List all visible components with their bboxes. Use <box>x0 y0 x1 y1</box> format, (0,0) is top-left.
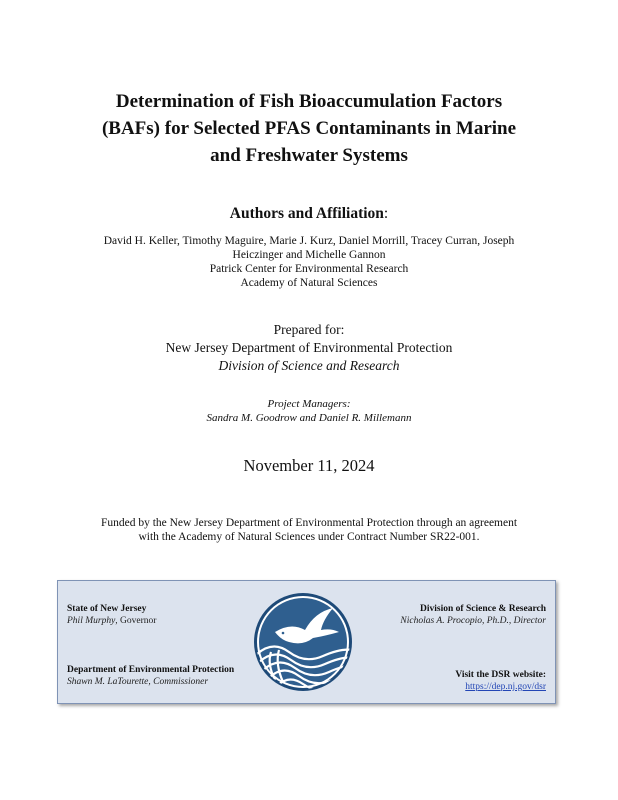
prepared-for-org: New Jersey Department of Environmental Protection <box>165 340 453 355</box>
affiliation-line: Patrick Center for Environmental Research <box>209 263 409 275</box>
title-line: and Freshwater Systems <box>210 145 408 166</box>
authors-list <box>0 234 618 290</box>
dsr-title: Division of Science & Research <box>420 604 546 614</box>
website-label: Visit the DSR website: <box>455 670 546 680</box>
title-line: (BAFs) for Selected PFAS Contaminants in Marine <box>101 118 517 139</box>
project-managers-label: Project Managers: <box>267 398 351 410</box>
funding-line: Funded by the New Jersey Department of Environmental Protection through an agreement <box>100 517 518 529</box>
report-date: November 11, 2024 <box>243 456 375 475</box>
funding-line: with the Academy of Natural Sciences under Contract Number SR22-001. <box>138 531 480 543</box>
prepared-for-division: Division of Science and Research <box>218 358 400 373</box>
website-block <box>455 669 546 693</box>
authors-heading-text: Authors and Affiliation <box>229 205 384 222</box>
funding-statement <box>0 516 618 544</box>
commissioner-name: Shawn M. LaTourette <box>67 677 149 687</box>
project-managers-names: Sandra M. Goodrow and Daniel R. Millemann <box>206 412 412 424</box>
commissioner-role: , Commissioner <box>148 677 209 687</box>
authors-heading-colon: : <box>383 205 389 222</box>
governor-role: , Governor <box>115 616 157 626</box>
prepared-for-label: Prepared for: <box>273 322 345 337</box>
state-title: State of New Jersey <box>67 604 147 614</box>
affiliation-line: Academy of Natural Sciences <box>240 277 378 289</box>
authors-heading <box>0 205 618 223</box>
dsr-website-link[interactable]: https://dep.nj.gov/dsr <box>465 682 546 692</box>
title-line: Determination of Fish Bioaccumulation Factors <box>115 91 503 112</box>
prepared-for <box>0 321 618 375</box>
project-managers <box>0 397 618 425</box>
director-role: , Director <box>508 616 546 626</box>
governor-name: Phil Murphy <box>67 616 116 626</box>
state-block <box>67 603 156 627</box>
document-title <box>0 88 618 169</box>
authors-line: Heiczinger and Michelle Gannon <box>232 249 386 261</box>
dep-title: Department of Environmental Protection <box>67 665 235 675</box>
director-name: Nicholas A. Procopio, Ph.D. <box>400 616 509 626</box>
dep-block <box>67 664 234 688</box>
agency-banner <box>57 580 556 704</box>
nj-dep-seal-icon <box>253 592 353 692</box>
authors-line: David H. Keller, Timothy Maguire, Marie J. Kurz, Daniel Morrill, Tracey Curran, Joseph <box>103 235 515 247</box>
dsr-block <box>400 603 546 627</box>
